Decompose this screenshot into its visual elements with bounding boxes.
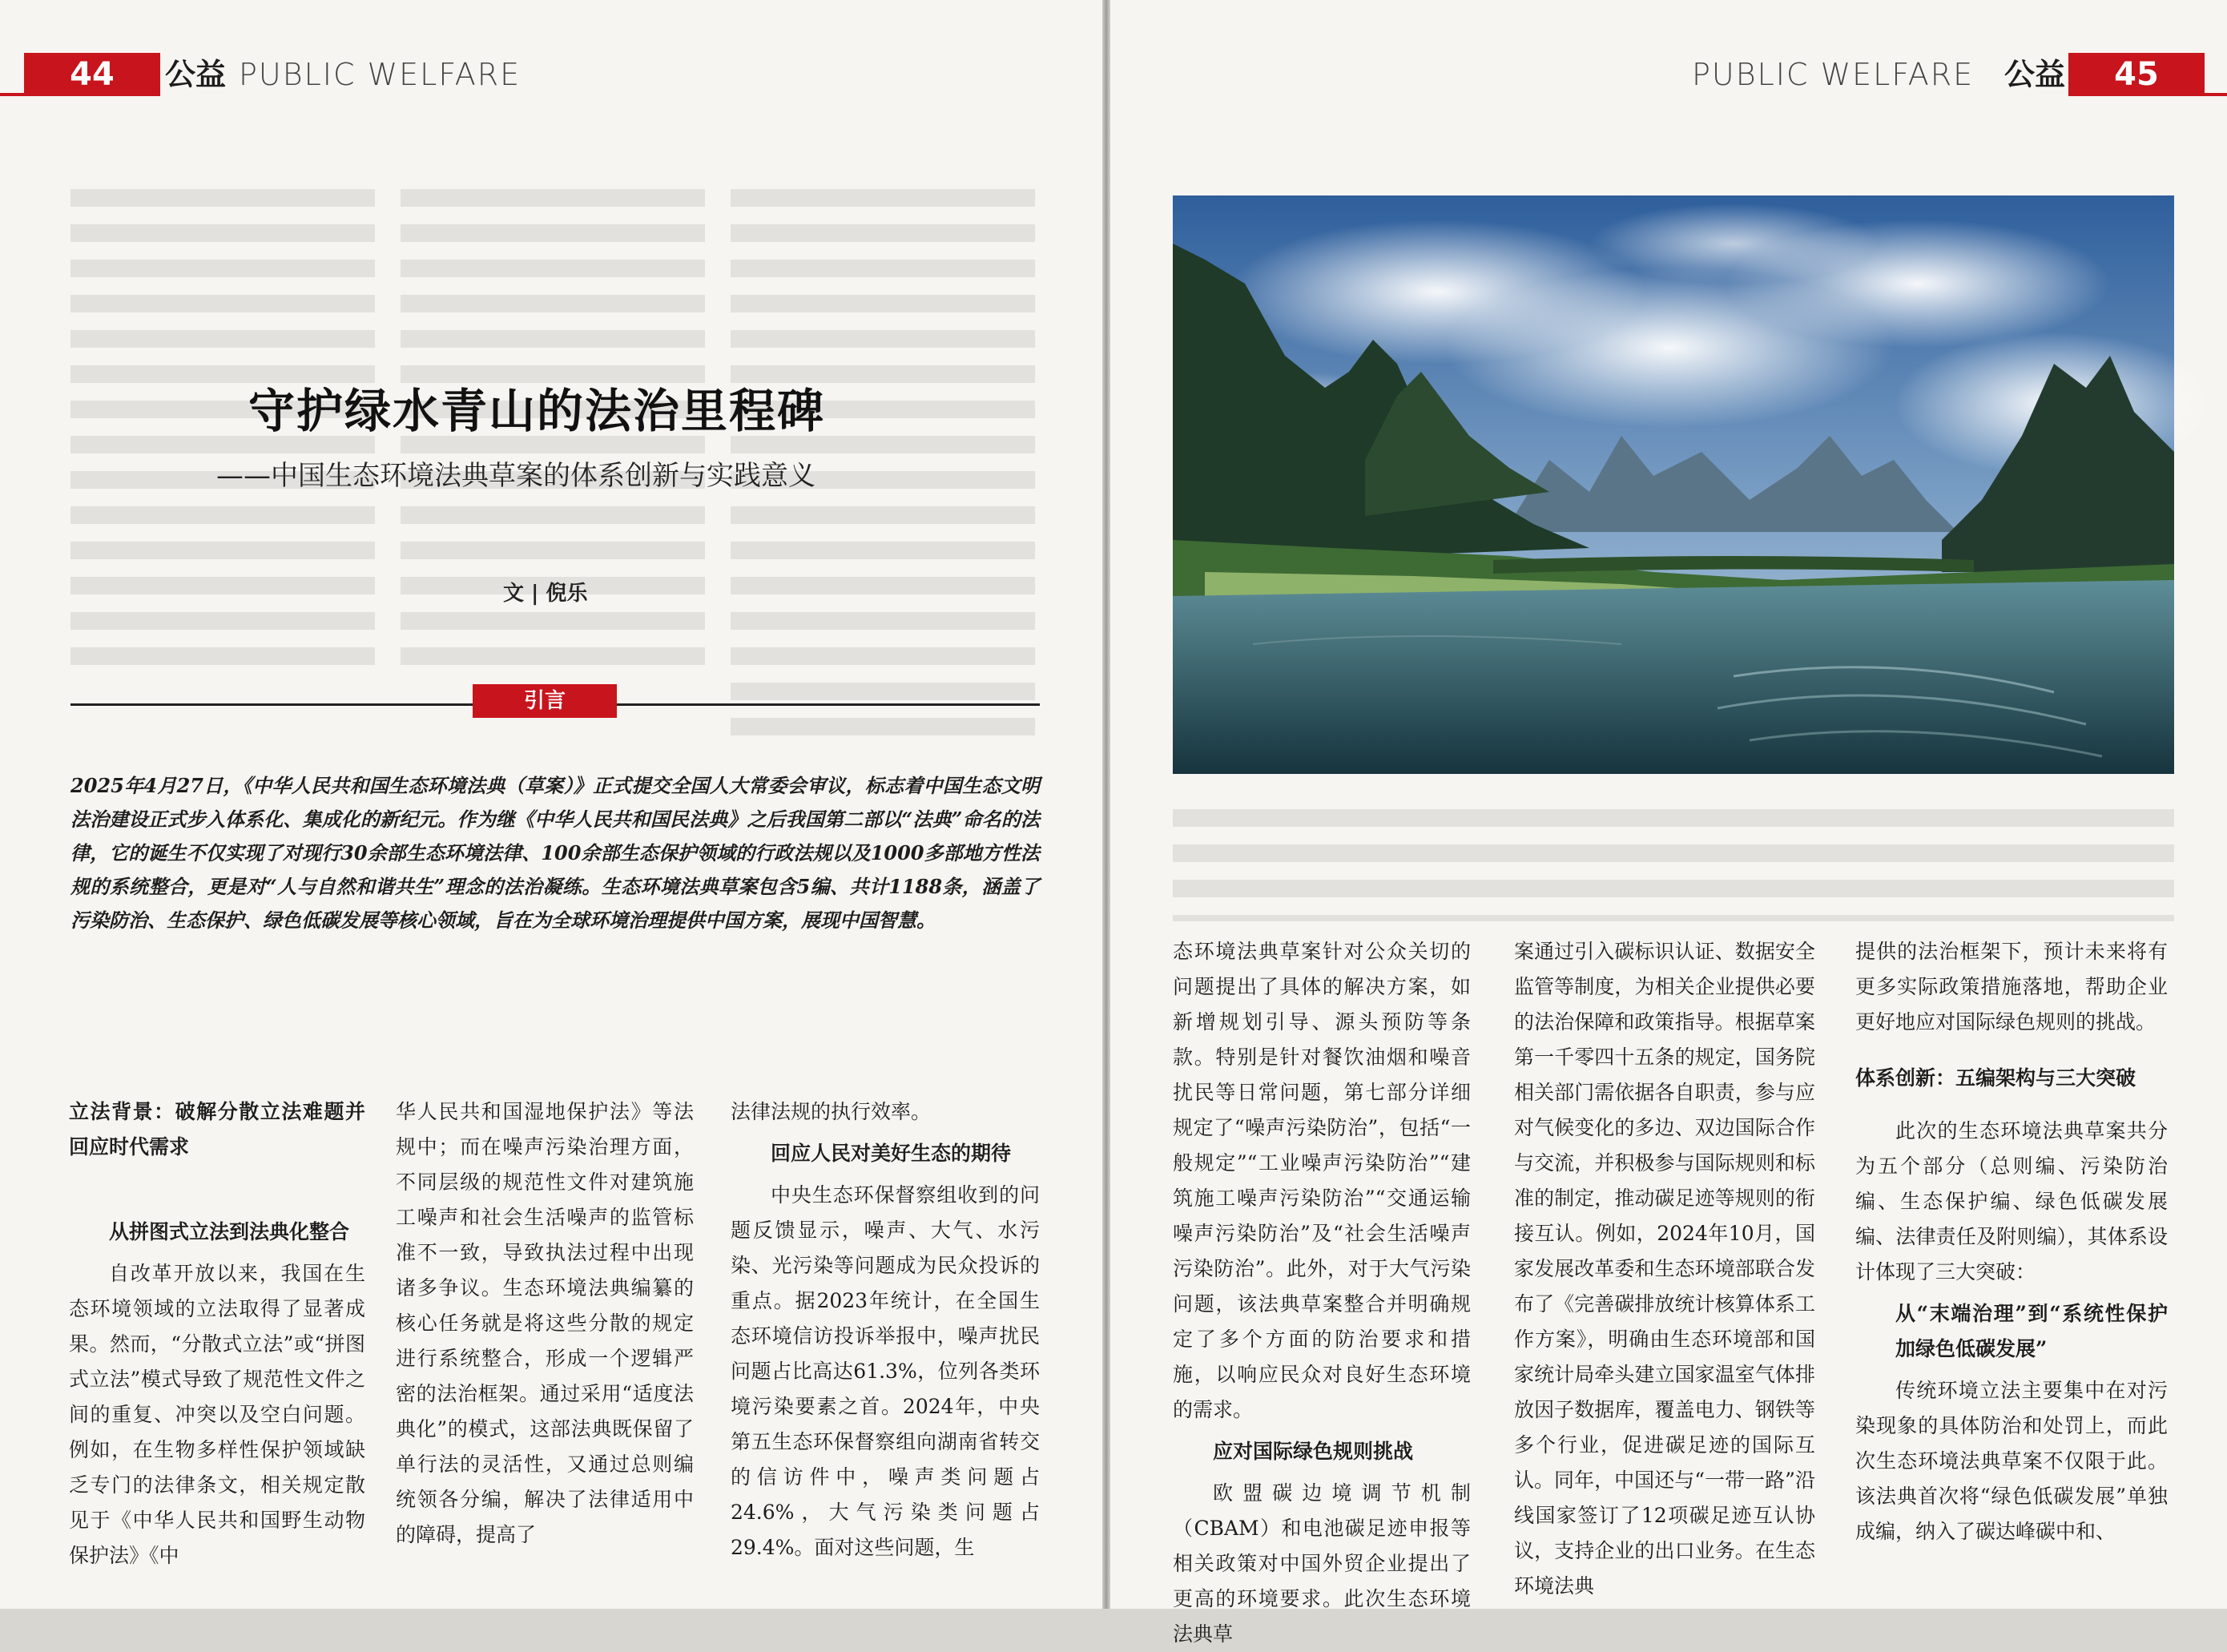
intro-paragraph: 2025年4月27日，《中华人民共和国生态环境法典（草案）》正式提交全国人大常委会审议，标志着中国生态文明法治建设正式步入体系化、集成化的新纪元。作为继《中华人民共和国民法典》之后我国第二部以“法典”命名的法律，它的诞生不仅实现了对现行30余部生态环境法律、100余部生态保护领域的行政法规以及1000多部地方性法规的系统整合，更是对“人与自然和谐共生”理念的法治凝练。生态环境法典草案包含5编、共计1188条，涵盖了污染防治、生态保护、绿色低碳发展等核心领域，旨在为全球环境治理提供中国方案，展现中国智慧。 — [70, 774, 1040, 932]
right-column-3 — [1855, 934, 2168, 1549]
right-column-1 — [1173, 934, 1471, 1652]
section-heading: 体系创新：五编架构与三大突破 — [1855, 1066, 2136, 1090]
left-page — [0, 0, 1102, 1609]
article-subtitle: ——中国生态环境法典草案的体系创新与实践意义 — [216, 460, 815, 492]
body-text: 提供的法治框架下，预计未来将有更多实际政策措施落地，帮助企业更好地应对国际绿色规则的挑战。 — [1855, 940, 2168, 1034]
left-column-3 — [731, 1094, 1040, 1565]
body-text: 欧盟碳边境调节机制（CBAM）和电池碳足迹申报等相关政策对中国外贸企业提出了更高的环境要求。此次生态环境法典草 — [1173, 1481, 1471, 1646]
landscape-photo — [1173, 195, 2174, 774]
intro-label: 引言 — [473, 684, 617, 718]
right-page-header — [1110, 53, 2227, 96]
body-text: 态环境法典草案针对公众关切的问题提出了具体的解决方案，如新增规划引导、源头预防等条款。特别是针对餐饮油烟和噪音扰民等日常问题，第七部分详细规定了“噪声污染防治”，包括“一般规定”“工业噪声污染防治”“建筑施工噪声污染防治”“交通运输噪声污染防治”及“社会生活噪声污染防治”。此外，对于大气污染问题，该法典草案整合并明确规定了多个方面的防治要求和措施，以响应民众对良好生态环境的需求。 — [1173, 940, 1471, 1421]
subsection-heading: 回应人民对美好生态的期待 — [771, 1142, 1012, 1165]
left-column-1 — [69, 1094, 365, 1573]
body-text: 华人民共和国湿地保护法》等法规中；而在噪声污染治理方面，不同层级的规范性文件对建筑施工噪声和社会生活噪声的监管标准不一致，导致执法过程中出现诸多争议。生态环境法典编纂的核心任务就是将这些分散的规定进行系统整合，形成一个逻辑严密的法治框架。通过采用“适度法典化”的模式，这部法典既保留了单行法的灵活性，又通过总则编统领各分编，解决了法律适用中的障碍，提高了 — [396, 1100, 694, 1546]
page-number: 44 — [24, 53, 160, 96]
subsection-heading: 应对国际绿色规则挑战 — [1213, 1440, 1414, 1463]
section-label-en: PUBLIC WELFARE — [1692, 57, 1975, 92]
body-text: 中央生态环保督察组收到的问题反馈显示，噪声、大气、水污染、光污染等问题成为民众投诉的重点。据2023年统计，在全国生态环境信访投诉举报中，噪声扰民问题占比高达61.3%，位列各类环境污染要素之首。2024年，中央第五生态环保督察组向湖南省转交的信访件中，噪声类问题占24.6%，大气污染类问题占29.4%。面对这些问题，生 — [731, 1183, 1040, 1559]
body-text: 自改革开放以来，我国在生态环境领域的立法取得了显著成果。然而，“分散式立法”或“拼图式立法”模式导致了规范性文件之间的重复、冲突以及空白问题。例如，在生物多样性保护领域缺乏专门的法律条文，相关规定散见于《中华人民共和国野生动物保护法》《中 — [69, 1262, 365, 1567]
section-label-zh: 公益 — [2004, 57, 2066, 92]
section-label-zh: 公益 — [165, 57, 227, 92]
subsection-heading: 从“末端治理”到“系统性保护加绿色低碳发展” — [1895, 1302, 2168, 1360]
body-text: 传统环境立法主要集中在对污染现象的具体防治和处罚上，而此次生态环境法典草案不仅限于此。该法典首次将“绿色低碳发展”单独成编，纳入了碳达峰碳中和、 — [1855, 1379, 2168, 1543]
section-label-en: PUBLIC WELFARE — [239, 57, 522, 92]
body-text: 此次的生态环境法典草案共分为五个部分（总则编、污染防治编、生态保护编、绿色低碳发展编、法律责任及附则编），其体系设计体现了三大突破： — [1855, 1119, 2168, 1283]
right-page — [1110, 0, 2227, 1646]
article-title: 守护绿水青山的法治里程碑 — [248, 384, 826, 438]
subsection-heading: 从拼图式立法到法典化整合 — [109, 1220, 350, 1243]
right-column-2 — [1514, 934, 1815, 1604]
show-through-texture — [1173, 809, 2174, 921]
body-text: 案通过引入碳标识认证、数据安全监管等制度，为相关企业提供必要的法治保障和政策指导。根据草案第一千零四十五条的规定，国务院相关部门需依据各自职责，参与应对气候变化的多边、双边国际合作与交流，并积极参与国际规则和标准的制定，推动碳足迹等规则的衔接互认。例如，2024年10月，国家发展改革委和生态环境部联合发布了《完善碳排放统计核算体系工作方案》，明确由生态环境部和国家统计局牵头建立国家温室气体排放因子数据库，覆盖电力、钢铁等多个行业，促进碳足迹的国际互认。同年，中国还与“一带一路”沿线国家签订了12项碳足迹互认协议，支持企业的出口业务。在生态环境法典 — [1514, 940, 1815, 1598]
book-gutter — [1102, 0, 1110, 1609]
section-heading: 立法背景：破解分散立法难题并回应时代需求 — [69, 1100, 365, 1158]
body-text: 法律法规的执行效率。 — [731, 1100, 932, 1123]
byline: 文 | 倪乐 — [503, 582, 588, 606]
left-column-2 — [396, 1094, 694, 1553]
page-number: 45 — [2068, 53, 2205, 96]
left-page-header — [0, 53, 1102, 96]
